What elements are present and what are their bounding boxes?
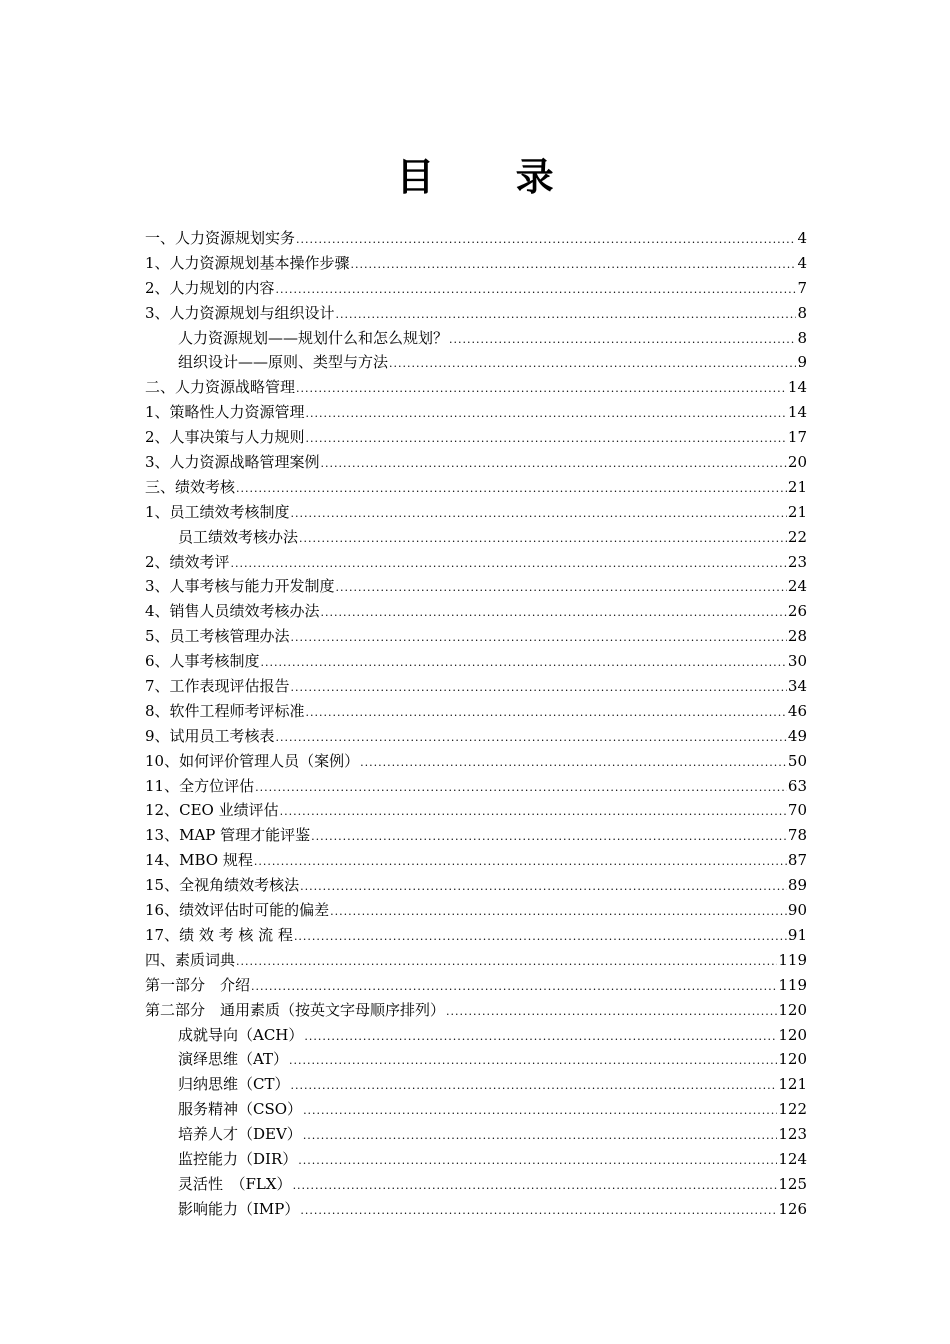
toc-dot-leader — [449, 328, 796, 353]
toc-entry-title: 5、员工考核管理办法 — [145, 627, 290, 646]
toc-page-number: 14 — [787, 403, 807, 422]
toc-entry[interactable] — [145, 425, 807, 450]
toc-entry-title: 组织设计——原则、类型与方法 — [178, 353, 389, 372]
toc-page-number: 7 — [797, 278, 807, 297]
toc-entry-title: 16、绩效评估时可能的偏差 — [145, 901, 330, 920]
toc-page-number: 23 — [787, 552, 807, 571]
toc-dot-leader — [296, 377, 787, 402]
toc-entry[interactable] — [145, 749, 807, 774]
toc-page-number: 49 — [787, 726, 807, 745]
toc-entry-title: 灵活性 （FLX） — [178, 1174, 292, 1193]
toc-dot-leader — [291, 676, 787, 701]
toc-entry[interactable] — [145, 823, 807, 848]
toc-page-number: 89 — [787, 876, 807, 895]
toc-entry[interactable] — [145, 301, 807, 326]
toc-entry-title: 8、软件工程师考评标准 — [145, 701, 305, 720]
toc-dot-leader — [254, 850, 787, 875]
toc-page-number: 126 — [778, 1199, 807, 1218]
toc-entry[interactable] — [145, 500, 807, 525]
toc-page-number: 26 — [787, 602, 807, 621]
toc-entry[interactable] — [145, 798, 807, 823]
toc-entry[interactable] — [145, 1172, 807, 1197]
toc-entry-title: 1、人力资源规划基本操作步骤 — [145, 253, 350, 272]
toc-entry-title: 2、人事决策与人力规则 — [145, 428, 305, 447]
toc-entry[interactable] — [145, 400, 807, 425]
toc-page-number: 122 — [778, 1100, 807, 1119]
toc-dot-leader — [293, 1174, 778, 1199]
toc-page-number: 21 — [787, 502, 807, 521]
toc-page-number: 124 — [778, 1149, 807, 1168]
toc-page-number: 24 — [787, 577, 807, 596]
toc-page-number: 9 — [797, 353, 807, 372]
toc-page-number: 21 — [787, 477, 807, 496]
toc-page-number: 14 — [787, 378, 807, 397]
toc-page-number: 90 — [787, 901, 807, 920]
toc-dot-leader — [289, 1049, 777, 1074]
toc-dot-leader — [231, 552, 787, 577]
toc-entry[interactable] — [145, 550, 807, 575]
toc-entry-title: 17、绩 效 考 核 流 程 — [145, 925, 293, 944]
toc-dot-leader — [321, 601, 787, 626]
toc-entry[interactable] — [145, 1197, 807, 1222]
toc-entry[interactable] — [145, 350, 807, 375]
toc-entry[interactable] — [145, 774, 807, 799]
toc-entry-title: 11、全方位评估 — [145, 776, 255, 795]
toc-entry[interactable] — [145, 326, 807, 351]
toc-page-number: 20 — [787, 453, 807, 472]
toc-page-number: 120 — [778, 1000, 807, 1019]
toc-entry-title: 3、人力资源规划与组织设计 — [145, 303, 335, 322]
toc-dot-leader — [351, 253, 797, 278]
page-title: 目 录 — [396, 155, 588, 200]
toc-entry[interactable] — [145, 276, 807, 301]
toc-page-number: 119 — [778, 950, 807, 969]
toc-entry-title: 员工绩效考核办法 — [178, 527, 299, 546]
toc-page-number: 4 — [797, 229, 807, 247]
toc-dot-leader — [306, 701, 787, 726]
toc-entry[interactable] — [145, 998, 807, 1023]
toc-dot-leader — [276, 278, 797, 303]
toc-page-number: 28 — [787, 627, 807, 646]
toc-page-number: 8 — [797, 328, 807, 347]
toc-entry-title: 4、销售人员绩效考核办法 — [145, 602, 320, 621]
toc-page-number: 120 — [778, 1050, 807, 1069]
toc-entry[interactable] — [145, 1072, 807, 1097]
toc-entry-title: 人力资源规划——规划什么和怎么规划？ — [178, 328, 449, 347]
toc-entry[interactable] — [145, 649, 807, 674]
toc-dot-leader — [280, 800, 787, 825]
toc-entry[interactable] — [145, 699, 807, 724]
toc-entry-title: 3、人力资源战略管理案例 — [145, 453, 320, 472]
toc-page-number: 63 — [787, 776, 807, 795]
toc-entry-title: 15、全视角绩效考核法 — [145, 876, 300, 895]
toc-entry[interactable] — [145, 1122, 807, 1147]
toc-dot-leader — [336, 576, 787, 601]
toc-dot-leader — [321, 452, 787, 477]
toc-entry[interactable] — [145, 973, 807, 998]
toc-page-number: 87 — [787, 851, 807, 870]
toc-entry[interactable] — [145, 525, 807, 550]
toc-dot-leader — [236, 477, 787, 502]
toc-entry[interactable] — [145, 1047, 807, 1072]
toc-entry[interactable] — [145, 226, 807, 251]
toc-page-number: 22 — [787, 527, 807, 546]
toc-entry[interactable] — [145, 624, 807, 649]
toc-dot-leader — [446, 1000, 777, 1025]
toc-entry-title: 6、人事考核制度 — [145, 652, 260, 671]
toc-dot-leader — [251, 975, 777, 1000]
toc-dot-leader — [291, 626, 787, 651]
toc-entry-title: 第二部分 通用素质（按英文字母顺序排列） — [145, 1000, 446, 1019]
toc-entry-title: 成就导向（ACH） — [178, 1025, 304, 1044]
toc-entry[interactable] — [145, 873, 807, 898]
toc-entry[interactable] — [145, 450, 807, 475]
toc-entry[interactable] — [145, 674, 807, 699]
toc-entry-title: 3、人事考核与能力开发制度 — [145, 577, 335, 596]
toc-entry-title: 演绎思维（AT） — [178, 1050, 289, 1069]
toc-entry-title: 一、人力资源规划实务 — [145, 229, 296, 247]
toc-page-number: 91 — [787, 925, 807, 944]
toc-page-number: 46 — [787, 701, 807, 720]
toc-dot-leader — [236, 950, 777, 975]
toc-dot-leader — [298, 1149, 777, 1174]
toc-entry[interactable] — [145, 1097, 807, 1122]
toc-entry-title: 培养人才（DEV） — [178, 1125, 302, 1144]
toc-page-number: 70 — [787, 801, 807, 820]
toc-page-number: 125 — [778, 1174, 807, 1193]
toc-entry-title: 13、MAP 管理才能评鉴 — [145, 826, 311, 845]
toc-entry-title: 2、绩效考评 — [145, 552, 230, 571]
toc-entry-title: 三、绩效考核 — [145, 477, 236, 496]
toc-entry-title: 服务精神（CSO） — [178, 1100, 303, 1119]
toc-page-number: 119 — [778, 975, 807, 994]
toc-entry[interactable] — [145, 724, 807, 749]
toc-entry-title: 9、试用员工考核表 — [145, 726, 275, 745]
toc-entry-title: 1、员工绩效考核制度 — [145, 502, 290, 521]
toc-dot-leader — [306, 402, 787, 427]
toc-dot-leader — [330, 900, 787, 925]
toc-entry[interactable] — [145, 251, 807, 276]
toc-dot-leader — [336, 303, 797, 328]
toc-dot-leader — [300, 875, 787, 900]
toc-dot-leader — [304, 1025, 777, 1050]
toc-entry[interactable] — [145, 574, 807, 599]
toc-entry-title: 归纳思维（CT） — [178, 1075, 290, 1094]
toc-dot-leader — [299, 527, 787, 552]
toc-dot-leader — [261, 651, 787, 676]
toc-entry[interactable] — [145, 375, 807, 400]
toc-entry-title: 监控能力（DIR） — [178, 1149, 298, 1168]
toc-page-number: 30 — [787, 652, 807, 671]
toc-page-number: 123 — [778, 1125, 807, 1144]
toc-dot-leader — [276, 726, 787, 751]
toc-entry-title: 7、工作表现评估报告 — [145, 677, 290, 696]
toc-entry-title: 四、素质词典 — [145, 950, 236, 969]
toc-page-number: 120 — [778, 1025, 807, 1044]
toc-page-number: 17 — [787, 428, 807, 447]
toc-dot-leader — [290, 1074, 777, 1099]
toc-dot-leader — [360, 751, 787, 776]
toc-entry-title: 12、CEO 业绩评估 — [145, 801, 279, 820]
toc-entry[interactable] — [145, 599, 807, 624]
toc-dot-leader — [306, 427, 787, 452]
toc-entry-title: 二、人力资源战略管理 — [145, 378, 296, 397]
toc-page-number: 8 — [797, 303, 807, 322]
toc-entry-title: 1、策略性人力资源管理 — [145, 403, 305, 422]
toc-dot-leader — [303, 1099, 777, 1124]
toc-dot-leader — [294, 925, 787, 950]
toc-entry-title: 影响能力（IMP） — [178, 1199, 300, 1218]
toc-dot-leader — [389, 352, 796, 377]
toc-page-number: 121 — [778, 1075, 807, 1094]
toc-page-number: 50 — [787, 751, 807, 770]
toc-entry[interactable] — [145, 948, 807, 973]
toc-entry[interactable] — [145, 923, 807, 948]
toc-entry[interactable] — [145, 1147, 807, 1172]
table-of-contents — [145, 226, 807, 1222]
toc-dot-leader — [303, 1124, 778, 1149]
toc-dot-leader — [291, 502, 787, 527]
toc-entry[interactable] — [145, 475, 807, 500]
toc-entry[interactable] — [145, 898, 807, 923]
toc-dot-leader — [311, 825, 787, 850]
toc-entry-title: 14、MBO 规程 — [145, 851, 253, 870]
toc-entry-title: 10、如何评价管理人员（案例） — [145, 751, 360, 770]
toc-page-number: 4 — [797, 253, 807, 272]
toc-entry[interactable] — [145, 848, 807, 873]
toc-dot-leader — [296, 228, 796, 253]
toc-dot-leader — [300, 1199, 777, 1224]
toc-entry-title: 2、人力规划的内容 — [145, 278, 275, 297]
toc-page-number: 78 — [787, 826, 807, 845]
toc-entry[interactable] — [145, 1023, 807, 1048]
toc-entry-title: 第一部分 介绍 — [145, 975, 251, 994]
toc-page-number: 34 — [787, 677, 807, 696]
toc-dot-leader — [255, 776, 787, 801]
